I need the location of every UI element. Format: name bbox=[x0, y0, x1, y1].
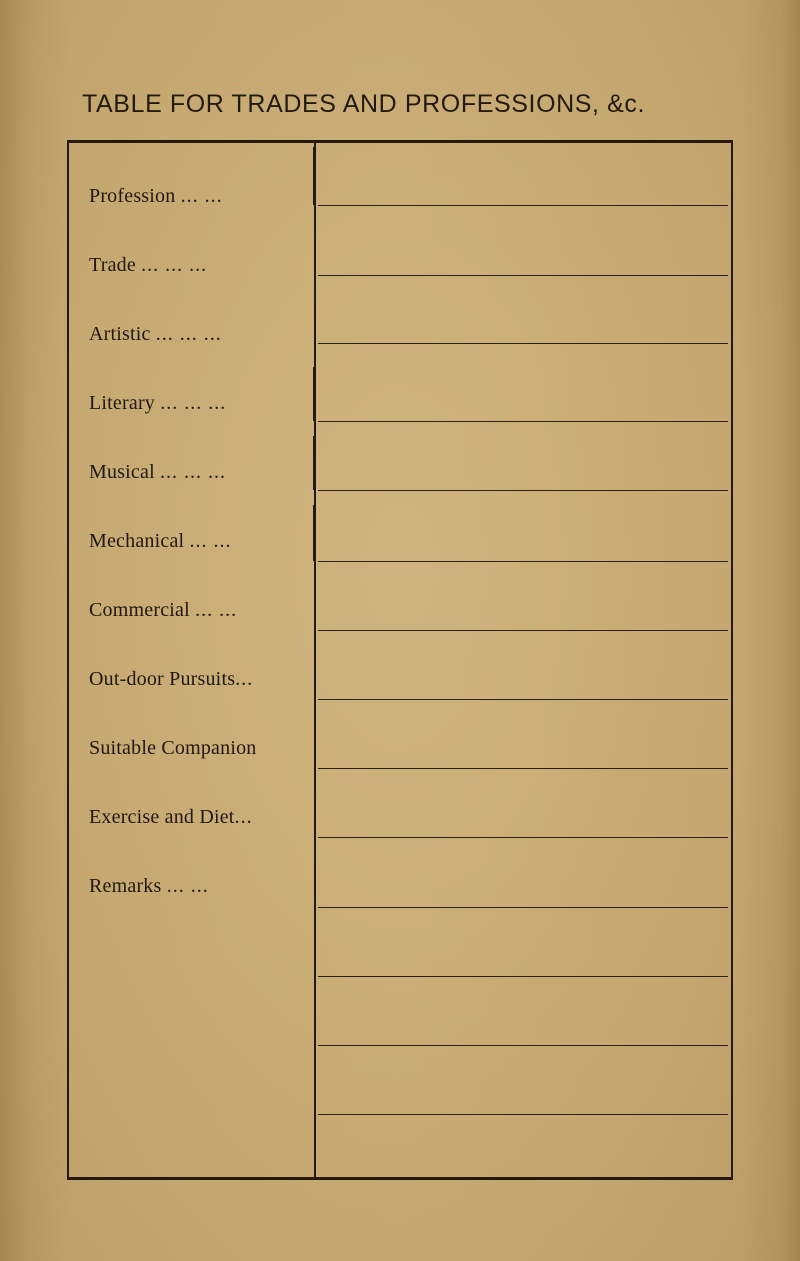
form-table bbox=[67, 140, 733, 1180]
row-brace bbox=[313, 147, 315, 205]
row-label-remarks: Remarks ... ... bbox=[89, 875, 209, 897]
entry-line bbox=[318, 630, 728, 631]
entry-line bbox=[318, 490, 728, 491]
entry-line bbox=[318, 837, 728, 838]
row-brace bbox=[313, 436, 315, 490]
entry-line bbox=[318, 907, 728, 908]
row-label-profession: Profession ... ... bbox=[89, 185, 223, 207]
row-label-trade: Trade ... ... ... bbox=[89, 254, 208, 276]
row-brace bbox=[313, 367, 315, 421]
entry-line bbox=[318, 699, 728, 700]
row-label-exercise-and-diet: Exercise and Diet... bbox=[89, 806, 253, 828]
entry-line bbox=[318, 421, 728, 422]
row-label-musical: Musical ... ... ... bbox=[89, 461, 227, 483]
entry-line bbox=[318, 1045, 728, 1046]
entry-line bbox=[318, 561, 728, 562]
column-divider bbox=[314, 143, 316, 1178]
row-label-mechanical: Mechanical ... ... bbox=[89, 530, 232, 552]
row-label-literary: Literary ... ... ... bbox=[89, 392, 227, 414]
entry-line bbox=[318, 205, 728, 206]
row-label-suitable-companion: Suitable Companion bbox=[89, 737, 257, 759]
row-label-outdoor-pursuits: Out-door Pursuits... bbox=[89, 668, 254, 690]
row-label-artistic: Artistic ... ... ... bbox=[89, 323, 222, 345]
page-heading: TABLE FOR TRADES AND PROFESSIONS, &c. bbox=[82, 90, 646, 118]
entry-line bbox=[318, 1114, 728, 1115]
row-brace bbox=[313, 505, 315, 561]
entry-line bbox=[318, 768, 728, 769]
entry-line bbox=[318, 976, 728, 977]
row-label-commercial: Commercial ... ... bbox=[89, 599, 238, 621]
entry-line bbox=[318, 275, 728, 276]
entry-line bbox=[318, 343, 728, 344]
